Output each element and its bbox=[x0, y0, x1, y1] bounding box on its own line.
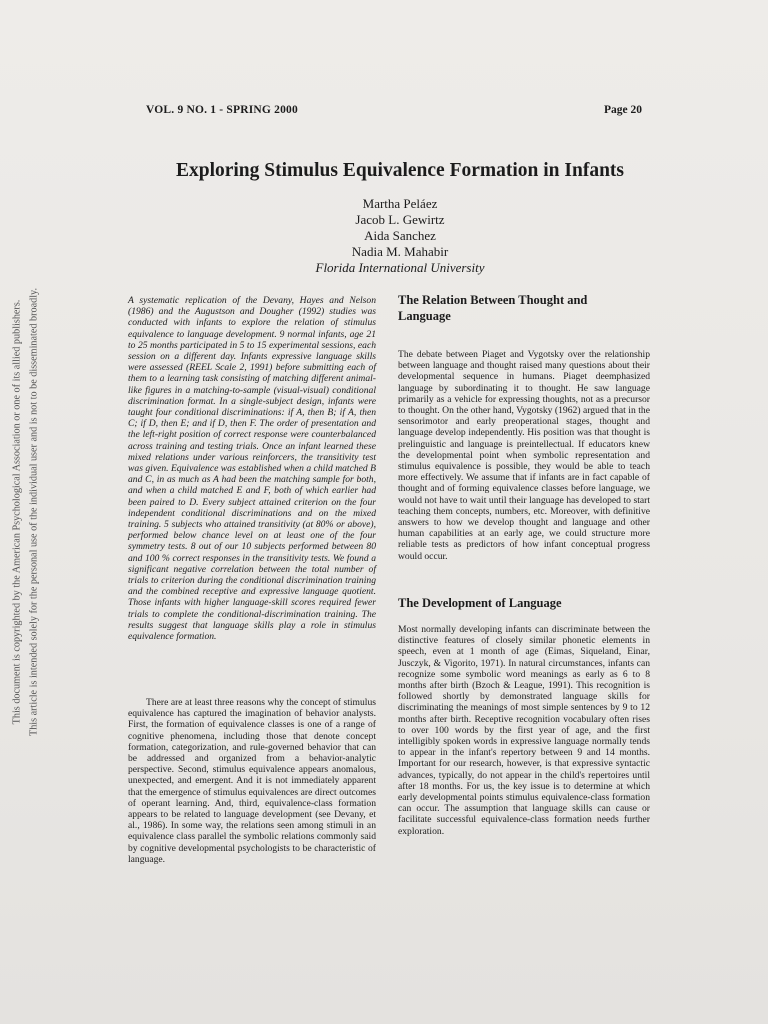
article-title: Exploring Stimulus Equivalence Formation in Infants bbox=[175, 160, 625, 181]
author-block bbox=[200, 196, 600, 276]
usage-notice bbox=[27, 0, 41, 1024]
section-heading-language-development: The Development of Language bbox=[398, 596, 562, 610]
copyright-notice-line-1: This document is copyrighted by the American Psychological Association or one of its allied publishers. bbox=[11, 299, 23, 725]
issue-header: VOL. 9 NO. 1 - SPRING 2000 bbox=[146, 104, 298, 116]
section-body-language-development: Most normally developing infants can discriminate between the distinctive features of closely similar phonetic elements in speech, even at 1 month of age (Eimas, Siqueland, Einar, Jusczyk, & Vigorito, 1971). In natural circumstances, infants can recognize some symbolic word meanings as early as 6 to 8 months after birth (Bzoch & League, 1991). This recognition is followed shortly by demonstrated language skills for discriminating the meanings of most simple sentences by 9 to 12 months after birth. Receptive recognition vocabulary often rises to over 100 words by the first year of age, and the first intelligibly spoken words in expressive language normally tends to appear in the infant's repertory between 9 and 14 months. Important for our research, however, is that expressive syntactic advances, typically, do not appear in the child's repertoires until after 18 months. For us, the key issue is to determine at which early developmental points stimulus equivalence-class formation can occur. The assumption that language skills can cause or facilitate successful equivalence-class formation needs further exploration. bbox=[398, 624, 650, 837]
copyright-notice bbox=[10, 0, 24, 1024]
author-name: Nadia M. Mahabir bbox=[351, 244, 449, 259]
copyright-notice-line-2: This article is intended solely for the personal use of the individual user and is not to be disseminated broadly. bbox=[28, 287, 40, 737]
author-name: Jacob L. Gewirtz bbox=[355, 212, 445, 227]
intro-paragraph: There are at least three reasons why the concept of stimulus equivalence has captured the imagination of behavior analysts. First, the formation of equivalence classes is one of a range of cognitive phenomena, including those that denote concept formation, categorization, and rule-governed behavior that can be addressed and organized from a behavior-analytic perspective. Second, stimulus equivalence appears anomalous, unexpected, and emergent. And it is not immediately apparent that the emergence of stimulus equivalences are direct outcomes of operant learning. And, third, equivalence-class formation appears to be related to language development (see Devany, et al., 1986). In some way, the relations seen among stimuli in an equivalence class parallel the symbolic relations commonly said by cognitive developmental psychologists to be characteristic of language. bbox=[128, 697, 376, 865]
affiliation: Florida International University bbox=[315, 260, 485, 275]
author-name: Aida Sanchez bbox=[364, 228, 436, 243]
page-number: Page 20 bbox=[604, 104, 643, 116]
section-body-thought-language: The debate between Piaget and Vygotsky over the relationship between language and thought raised many questions about their developmental sequence in humans. Piaget deemphasized language by subordinating it to thought. He saw language primarily as a vehicle for expressing thoughts, not as a precursor to thought. On the other hand, Vygotsky (1962) argued that in the sensorimotor and early preoperational stages, thought and language develop independently. His position was that thought is prelinguistic and language is preintellectual. If educators knew the developmental point when symbolic representation and stimulus equivalence is possible, they would be able to teach more effectively. We assume that if infants are in fact capable of thought and of forming equivalence classes before language, we would not have to wait until their language has developed to start teaching them concepts, numbers, etc. Moreover, with definitive answers to how we develop thought and language and other human capabilities at an early age, we could structure more reliable tests as predictors of how infant conceptual progress would occur. bbox=[398, 349, 650, 562]
abstract: A systematic replication of the Devany, Hayes and Nelson (1986) and the Augustson and Dougher (1992) studies was conducted with infants to explore the relation of stimulus equivalence to language development. 9 normal infants, age 21 to 25 months participated in 5 to 15 experimental sessions, each session on a different day. Infants expressive language skills were assessed (REEL Scale 2, 1991) before submitting each of them to a learning task consisting of matching different animal-like figures in a matching-to-sample (visual-visual) conditional discrimination format. In a single-subject design, infants were taught four conditional discriminations: if A, then B; if A, then C; if D, then E; and if D, then F. The order of presentation and the left-right position of correct response were counterbalanced across training and testing trials. Once an infant learned these mixed relations under various reinforcers, the transitivity test was given. Equivalence was established when a child matched B and C, in as much as A had been the matching sample for both, and when a child matched E and F, both of which earlier had been paired to D. Every subject attained criterion on the four independent conditional discriminations and on the mixed training. 5 subjects who attained transitivity (at 80% or above), performed below chance level on at least one of the four symmetry tests. 8 out of our 10 subjects performed between 80 and 100 % correct responses in the transitivity tests. We found a significant negative correlation between the total number of trials to criterion during the conditional discrimination training and the combined receptive and expressive language quotient. Those infants with higher language-skill scores required fewer trials to complete the conditional-discrimination training. The results suggest that language skills play a role in stimulus equivalence formation. bbox=[128, 295, 376, 643]
section-heading-thought-language: The Relation Between Thought and Language bbox=[398, 293, 588, 323]
author-name: Martha Peláez bbox=[362, 196, 438, 211]
